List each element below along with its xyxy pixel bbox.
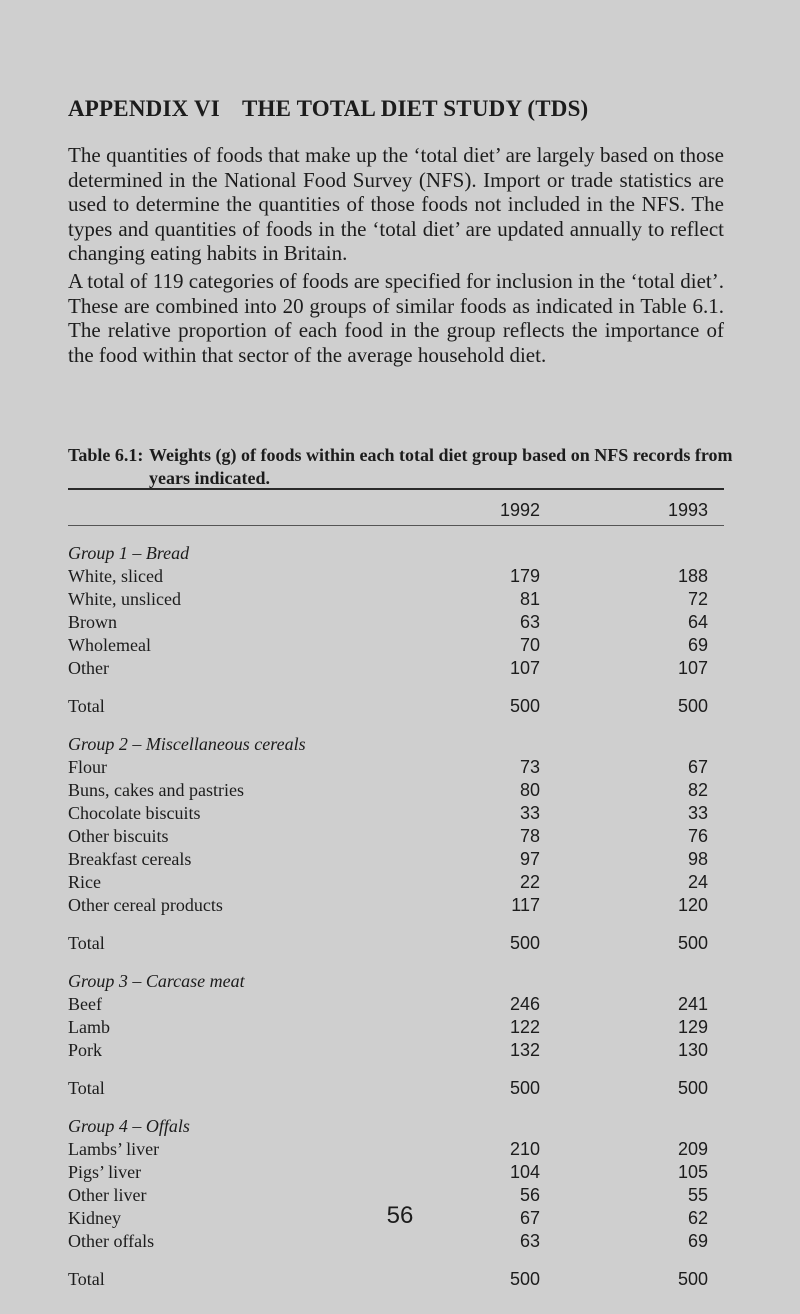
page-number: 56 bbox=[386, 1202, 414, 1229]
value-1993: 500 bbox=[677, 1078, 708, 1098]
value-1992: 80 bbox=[519, 780, 540, 800]
food-label: Total bbox=[68, 933, 105, 953]
food-label: Chocolate biscuits bbox=[68, 803, 201, 823]
food-label: Other liver bbox=[68, 1185, 147, 1205]
group-label: Group 4 – Offals bbox=[68, 1116, 190, 1136]
value-1992: 122 bbox=[509, 1017, 540, 1037]
table-row bbox=[68, 588, 724, 611]
value-1993: 241 bbox=[677, 994, 708, 1014]
value-1993: 67 bbox=[687, 757, 708, 777]
table-row bbox=[68, 1230, 724, 1253]
value-1993: 82 bbox=[687, 780, 708, 800]
value-1992: 500 bbox=[509, 1269, 540, 1289]
value-1993: 500 bbox=[677, 933, 708, 953]
table-row bbox=[68, 657, 724, 680]
table-header-rule bbox=[68, 525, 724, 526]
value-1993: 98 bbox=[687, 849, 708, 869]
value-1993: 24 bbox=[687, 872, 708, 892]
food-label: Pigs’ liver bbox=[68, 1162, 142, 1182]
food-label: Buns, cakes and pastries bbox=[68, 780, 244, 800]
value-1992: 81 bbox=[519, 589, 540, 609]
table-row bbox=[68, 611, 724, 634]
group-label: Group 2 – Miscellaneous cereals bbox=[68, 734, 306, 754]
value-1992: 63 bbox=[519, 1231, 540, 1251]
value-1992: 117 bbox=[511, 895, 540, 915]
table-row bbox=[68, 871, 724, 894]
table-row bbox=[68, 756, 724, 779]
table-row bbox=[68, 825, 724, 848]
value-1992: 67 bbox=[519, 1208, 540, 1228]
group-heading-row bbox=[68, 542, 724, 565]
table-row bbox=[68, 1077, 724, 1100]
table-row bbox=[68, 634, 724, 657]
table-row bbox=[68, 1161, 724, 1184]
food-label: Other cereal products bbox=[68, 895, 223, 915]
value-1993: 69 bbox=[687, 1231, 708, 1251]
appendix-heading bbox=[68, 96, 588, 122]
appendix-title: THE TOTAL DIET STUDY (TDS) bbox=[241, 96, 589, 121]
food-label: Other biscuits bbox=[68, 826, 169, 846]
appendix-number: APPENDIX VI bbox=[68, 96, 220, 121]
value-1992: 132 bbox=[509, 1040, 540, 1060]
value-1992: 107 bbox=[509, 658, 540, 678]
table-row bbox=[68, 932, 724, 955]
value-1993: 500 bbox=[677, 1269, 708, 1289]
food-label: Total bbox=[68, 696, 105, 716]
table-row bbox=[68, 993, 724, 1016]
table-body bbox=[68, 542, 724, 1291]
food-label: Total bbox=[68, 1078, 105, 1098]
food-label: Lamb bbox=[68, 1017, 110, 1037]
group-heading-row bbox=[68, 970, 724, 993]
food-label: White, unsliced bbox=[68, 589, 181, 609]
table-row bbox=[68, 1039, 724, 1062]
spacer-row bbox=[68, 680, 724, 695]
value-1993: 105 bbox=[677, 1162, 708, 1182]
value-1992: 500 bbox=[509, 696, 540, 716]
value-1993: 72 bbox=[687, 589, 708, 609]
value-1993: 209 bbox=[677, 1139, 708, 1159]
table-row bbox=[68, 802, 724, 825]
value-1993: 129 bbox=[677, 1017, 708, 1037]
value-1993: 107 bbox=[677, 658, 708, 678]
table-row bbox=[68, 695, 724, 718]
food-label: Pork bbox=[68, 1040, 103, 1060]
food-label: Total bbox=[68, 1269, 105, 1289]
value-1992: 78 bbox=[519, 826, 540, 846]
group-heading-row bbox=[68, 733, 724, 756]
column-header-1993: 1993 bbox=[667, 500, 708, 520]
value-1992: 104 bbox=[509, 1162, 540, 1182]
value-1993: 69 bbox=[687, 635, 708, 655]
table-row bbox=[68, 779, 724, 802]
value-1993: 130 bbox=[677, 1040, 708, 1060]
value-1992: 33 bbox=[519, 803, 540, 823]
spacer-row bbox=[68, 1062, 724, 1077]
table-row bbox=[68, 848, 724, 871]
food-label: Wholemeal bbox=[68, 635, 151, 655]
value-1992: 63 bbox=[519, 612, 540, 632]
value-1992: 500 bbox=[509, 1078, 540, 1098]
table-row bbox=[68, 1138, 724, 1161]
value-1992: 179 bbox=[509, 566, 540, 586]
food-label: Other offals bbox=[68, 1231, 155, 1251]
table-row bbox=[68, 1016, 724, 1039]
value-1992: 500 bbox=[509, 933, 540, 953]
value-1993: 33 bbox=[687, 803, 708, 823]
food-label: Beef bbox=[68, 994, 102, 1014]
value-1992: 246 bbox=[509, 994, 540, 1014]
value-1993: 500 bbox=[677, 696, 708, 716]
value-1992: 73 bbox=[519, 757, 540, 777]
value-1993: 62 bbox=[687, 1208, 708, 1228]
food-label: Kidney bbox=[68, 1208, 121, 1228]
intro-paragraph-2: A total of 119 categories of foods are specified for inclusion in the ‘total diet’. These are combined into 20 groups of similar foods as indicated in Table 6.1. The relative proportion of each food in the group reflects the importance of the food within that sector of the average household diet. bbox=[68, 269, 724, 367]
spacer-row bbox=[68, 1100, 724, 1115]
spacer-row bbox=[68, 1253, 724, 1268]
food-label: Brown bbox=[68, 612, 117, 632]
table-top-rule bbox=[68, 488, 724, 490]
table-caption-text: Weights (g) of foods within each total diet group based on NFS records from years indicated. bbox=[149, 445, 733, 488]
value-1993: 55 bbox=[687, 1185, 708, 1205]
table-row bbox=[68, 894, 724, 917]
column-header-1992: 1992 bbox=[499, 500, 540, 520]
value-1993: 76 bbox=[687, 826, 708, 846]
food-label: Rice bbox=[68, 872, 101, 892]
value-1992: 210 bbox=[509, 1139, 540, 1159]
intro-paragraph-1: The quantities of foods that make up the ‘total diet’ are largely based on those determined in the National Food Survey (NFS). Import or trade statistics are used to determine the quantities of those foods not included in the NFS. The types and quantities of foods in the ‘total diet’ are updated annually to reflect changing eating habits in Britain. bbox=[68, 143, 724, 265]
food-label: Other bbox=[68, 658, 109, 678]
table-row bbox=[68, 1268, 724, 1291]
group-label: Group 3 – Carcase meat bbox=[68, 971, 245, 991]
food-label: White, sliced bbox=[68, 566, 163, 586]
value-1993: 64 bbox=[687, 612, 708, 632]
spacer-row bbox=[68, 718, 724, 733]
table-row bbox=[68, 565, 724, 588]
group-label: Group 1 – Bread bbox=[68, 543, 190, 563]
value-1992: 70 bbox=[519, 635, 540, 655]
spacer-row bbox=[68, 917, 724, 932]
value-1992: 97 bbox=[519, 849, 540, 869]
food-label: Lambs’ liver bbox=[68, 1139, 160, 1159]
table-number: Table 6.1: bbox=[68, 445, 144, 465]
value-1993: 188 bbox=[677, 566, 708, 586]
food-label: Flour bbox=[68, 757, 108, 777]
food-label: Breakfast cereals bbox=[68, 849, 192, 869]
value-1992: 56 bbox=[519, 1185, 540, 1205]
value-1993: 120 bbox=[677, 895, 708, 915]
spacer-row bbox=[68, 955, 724, 970]
group-heading-row bbox=[68, 1115, 724, 1138]
value-1992: 22 bbox=[519, 872, 540, 892]
